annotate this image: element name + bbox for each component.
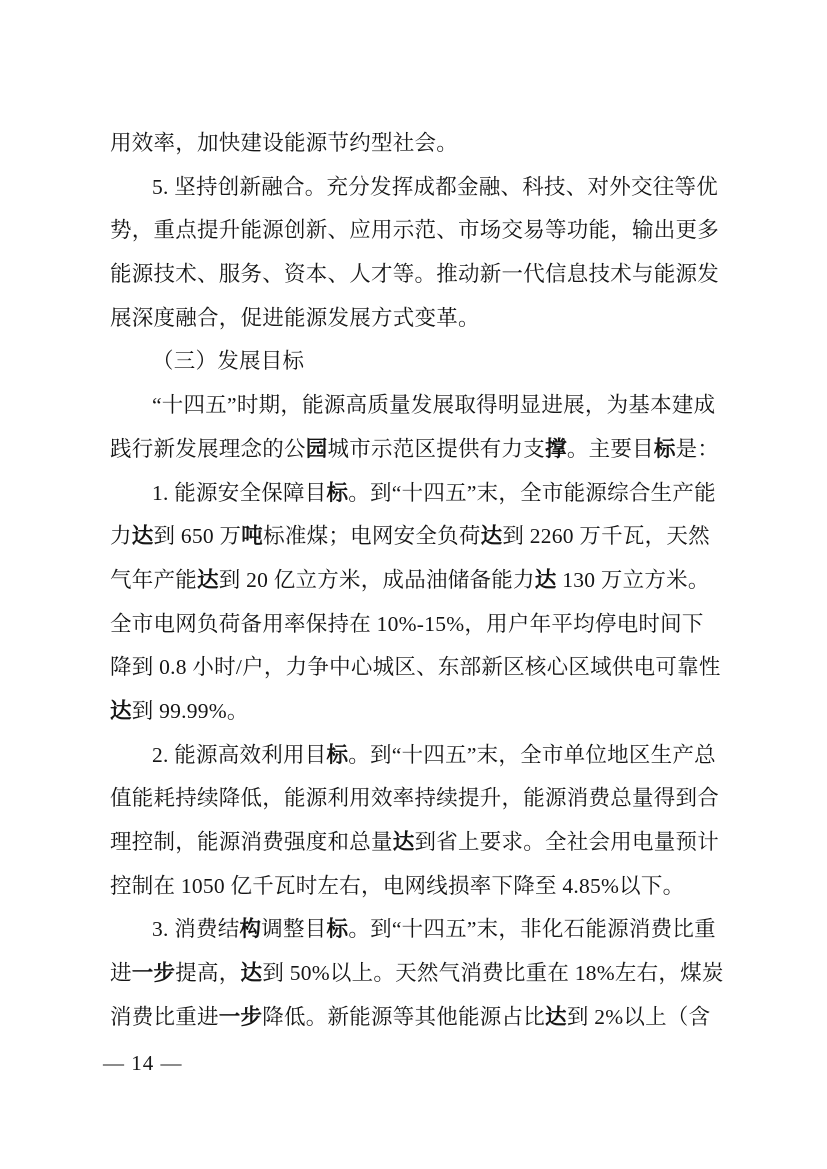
text-line xyxy=(110,777,720,821)
page-number: — 14 — xyxy=(103,1051,183,1075)
text-segment-bold: 标 xyxy=(326,480,349,505)
text-segment-bold: 吨 xyxy=(241,524,264,549)
text-line xyxy=(110,166,720,210)
text-segment: 。到“十四五”末，全市能源综合生产能 xyxy=(348,480,716,505)
text-line xyxy=(110,952,724,996)
text-segment-bold: 达 xyxy=(545,1004,567,1029)
text-segment: 能源技术、服务、资本、人才等。推动新一代信息技术与能源发 xyxy=(110,262,720,287)
text-segment: 力 xyxy=(110,524,132,549)
text-segment: 气年产能 xyxy=(110,567,198,592)
text-segment: 到 20 亿立方米，成品油储备能力 xyxy=(218,567,535,592)
text-line xyxy=(110,297,720,341)
text-segment: 到 99.99%。 xyxy=(131,698,249,723)
text-segment: 调整目 xyxy=(261,917,327,942)
text-segment: 势，重点提升能源创新、应用示范、市场交易等功能，输出更多 xyxy=(110,218,720,243)
text-segment: 3. 消费结 xyxy=(152,917,240,942)
text-line xyxy=(110,734,720,778)
text-segment: 到省上要求。全社会用电量预计 xyxy=(414,830,720,854)
text-line xyxy=(110,253,720,297)
text-segment-bold: 标 xyxy=(326,917,349,942)
text-segment: 到 2%以上（含 xyxy=(566,1004,711,1029)
text-segment-bold: 一步 xyxy=(218,1004,263,1029)
text-segment-bold: 标 xyxy=(326,742,349,767)
text-segment-bold: 园 xyxy=(305,436,328,461)
text-segment: 消费比重进 xyxy=(110,1004,219,1029)
text-segment-bold: 达 xyxy=(131,524,154,549)
text-segment: 全市电网负荷备用率保持在 10%-15%，用户年平均停电时间下 xyxy=(110,611,704,636)
text-segment: 5. 坚持创新融合。充分发挥成都金融、科技、对外交往等优 xyxy=(152,174,719,199)
text-line xyxy=(110,559,720,603)
text-line xyxy=(110,384,720,428)
text-line xyxy=(110,428,720,472)
text-line xyxy=(110,865,720,909)
text-line xyxy=(110,472,720,516)
text-segment-bold: 达 xyxy=(110,698,132,723)
text-segment: 。主要目 xyxy=(566,436,654,461)
text-segment: 是： xyxy=(675,436,720,461)
text-segment: 降低。新能源等其他能源占比 xyxy=(262,1004,546,1029)
text-segment-bold: 构 xyxy=(239,917,262,942)
text-segment-bold: 达 xyxy=(197,567,219,592)
text-segment: 用效率，加快建设能源节约型社会。 xyxy=(110,131,459,155)
text-segment: 130 万立方米。 xyxy=(556,567,710,592)
text-segment-bold: 标 xyxy=(653,436,676,461)
text-line xyxy=(110,340,720,384)
text-segment-bold: 撑 xyxy=(545,436,567,461)
text-line xyxy=(110,515,720,559)
text-segment: 1. 能源安全保障目 xyxy=(152,480,327,505)
text-segment: 展深度融合，促进能源发展方式变革。 xyxy=(110,305,480,330)
text-segment: 到 650 万 xyxy=(153,524,242,549)
text-segment: （三）发展目标 xyxy=(152,349,305,374)
text-segment: 。到“十四五”末，非化石能源消费比重 xyxy=(348,917,716,942)
text-segment: 城市示范区提供有力支 xyxy=(327,436,546,461)
text-segment-bold: 达 xyxy=(534,567,557,592)
text-segment: 到 50%以上。天然气消费比重在 18%左右，煤炭 xyxy=(262,961,724,986)
text-segment: “十四五”时期，能源高质量发展取得明显进展，为基本建成 xyxy=(152,393,716,418)
text-line xyxy=(110,821,720,865)
text-line xyxy=(110,603,720,647)
text-segment-bold: 一步 xyxy=(131,961,176,986)
text-segment-bold: 达 xyxy=(480,524,503,549)
text-line xyxy=(110,690,720,734)
text-segment: 控制在 1050 亿千瓦时左右，电网线损率下降至 4.85%以下。 xyxy=(110,873,685,898)
text-segment-bold: 达 xyxy=(240,961,263,986)
document-body xyxy=(110,122,724,1039)
text-segment: 理控制，能源消费强度和总量 xyxy=(110,830,393,854)
text-segment: 2. 能源高效利用目 xyxy=(152,742,327,767)
text-segment: 践行新发展理念的公 xyxy=(110,436,306,461)
text-segment: 值能耗持续降低，能源利用效率持续提升，能源消费总量得到合 xyxy=(110,786,720,811)
text-line xyxy=(110,122,720,166)
text-segment: 提高， xyxy=(175,961,241,986)
text-segment-bold: 达 xyxy=(392,830,415,854)
text-line xyxy=(110,908,720,952)
text-segment: 进 xyxy=(110,961,132,986)
text-segment: 。到“十四五”末，全市单位地区生产总 xyxy=(348,742,716,767)
text-segment: 降到 0.8 小时/户，力争中心城区、东部新区核心区域供电可靠性 xyxy=(110,655,721,680)
text-line xyxy=(110,209,720,253)
text-line xyxy=(110,996,720,1040)
text-segment: 标准煤；电网安全负荷 xyxy=(263,524,481,549)
text-segment: 到 2260 万千瓦，天然 xyxy=(502,524,710,549)
text-line xyxy=(110,646,720,690)
